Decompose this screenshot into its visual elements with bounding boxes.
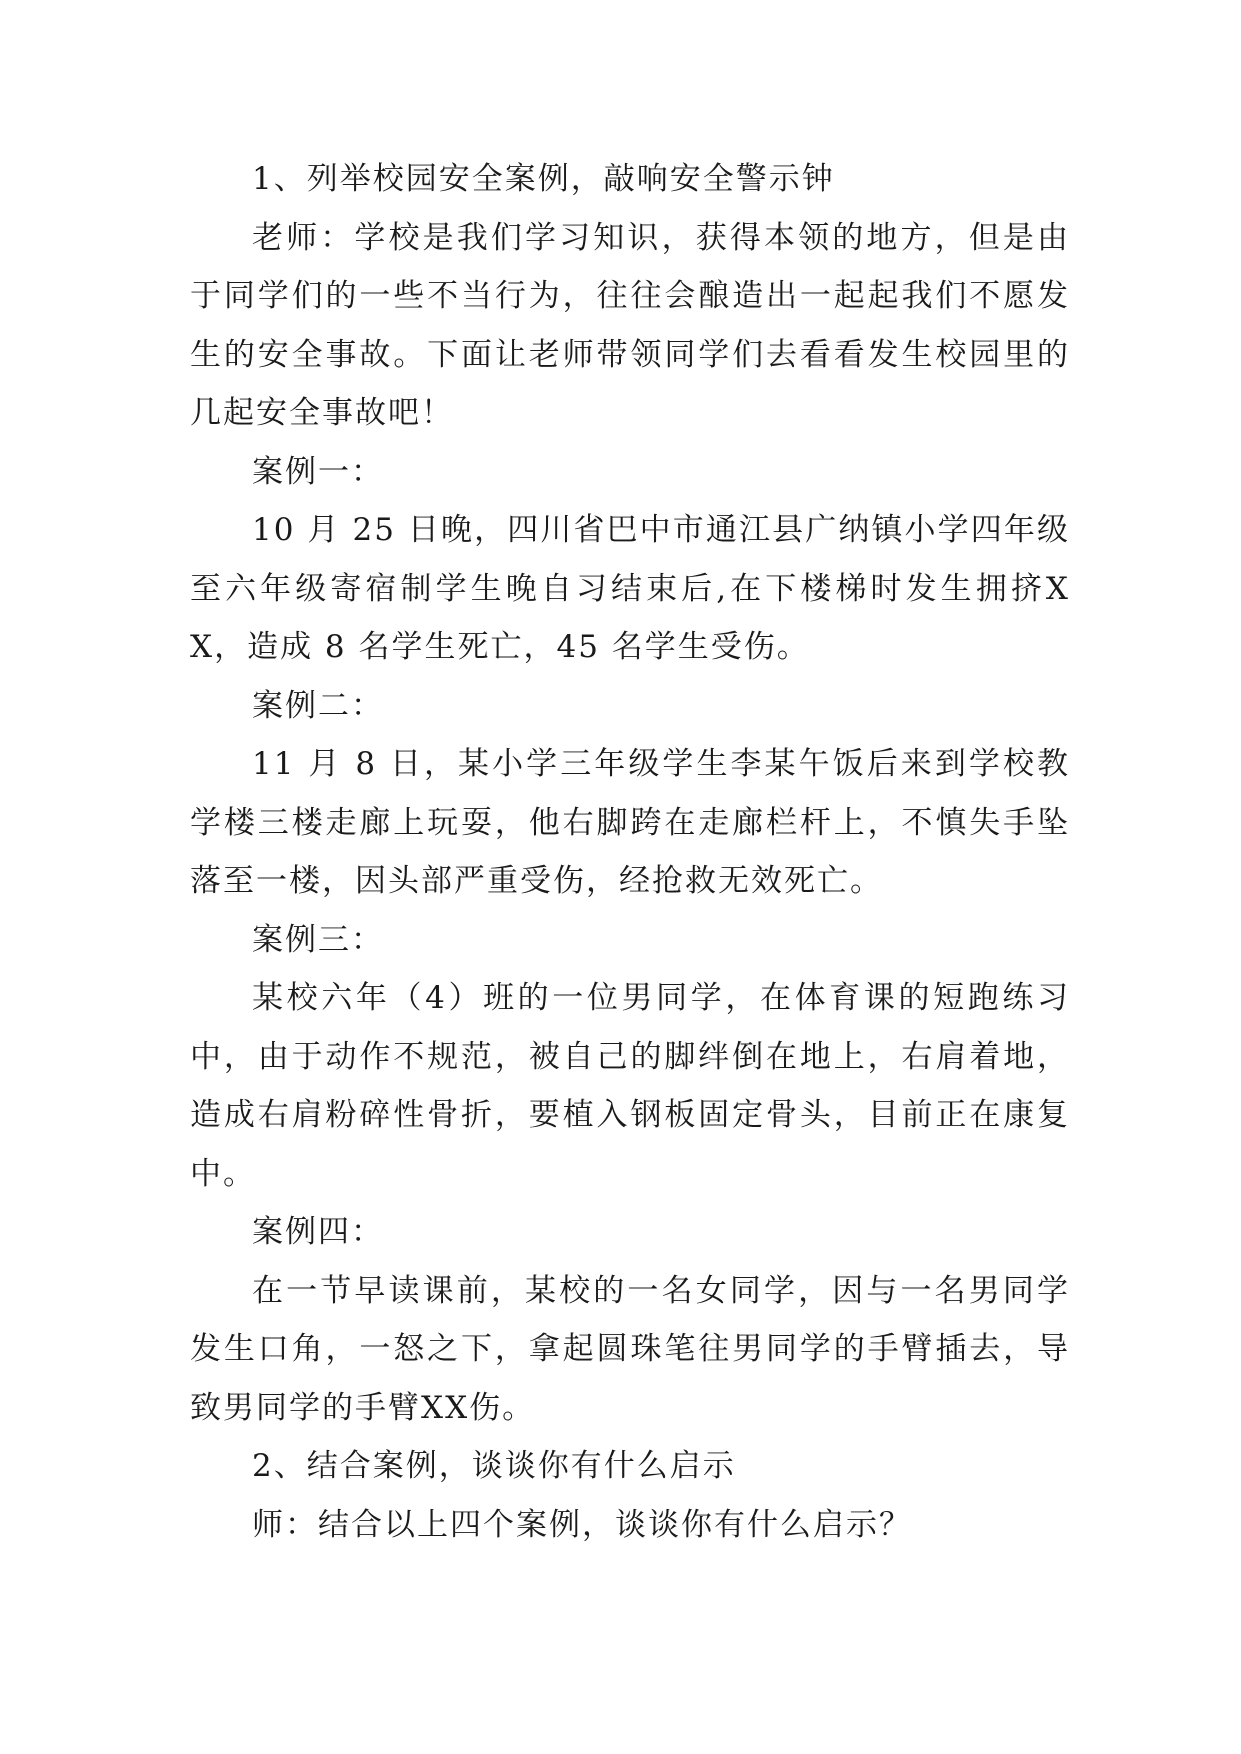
case-2-body: 11 月 8 日，某小学三年级学生李某午饭后来到学校教学楼三楼走廊上玩耍，他右脚跨在走廊栏杆上，不慎失手坠落至一楼，因头部严重受伤，经抢救无效死亡。 (190, 746, 1070, 899)
case-3-body: 某校六年（4）班的一位男同学，在体育课的短跑练习中，由于动作不规范，被自己的脚绊倒在地上，右肩着地，造成右肩粉碎性骨折，要植入钢板固定骨头，目前正在康复中。 (190, 980, 1070, 1192)
case-2-title: 案例二： (252, 687, 384, 724)
teacher-question-paragraph: 师：结合以上四个案例，谈谈你有什么启示？ (252, 1506, 912, 1543)
case-4-title: 案例四： (252, 1214, 384, 1250)
teacher-intro-paragraph: 老师：学校是我们学习知识，获得本领的地方，但是由于同学们的一些不当行为，往往会酿造出一起起我们不愿发生的安全事故。下面让老师带领同学们去看看发生校园里的几起安全事故吧！ (190, 219, 1070, 431)
section-heading-1: 1、列举校园安全案例，敲响安全警示钟 (252, 161, 835, 197)
case-4-body: 在一节早读课前，某校的一名女同学，因与一名男同学发生口角，一怒之下，拿起圆珠笔往男同学的手臂插去，导致男同学的手臂XX伤。 (190, 1272, 1070, 1426)
case-1-title: 案例一： (252, 453, 384, 490)
case-3-title: 案例三： (252, 921, 384, 958)
section-heading-2: 2、结合案例，谈谈你有什么启示 (252, 1448, 736, 1484)
case-1-body: 10 月 25 日晚，四川省巴中市通江县广纳镇小学四年级至六年级寄宿制学生晚自习结束后,在下楼梯时发生拥挤XX，造成 8 名学生死亡，45 名学生受伤。 (190, 512, 1070, 665)
document-body (190, 150, 1070, 1554)
